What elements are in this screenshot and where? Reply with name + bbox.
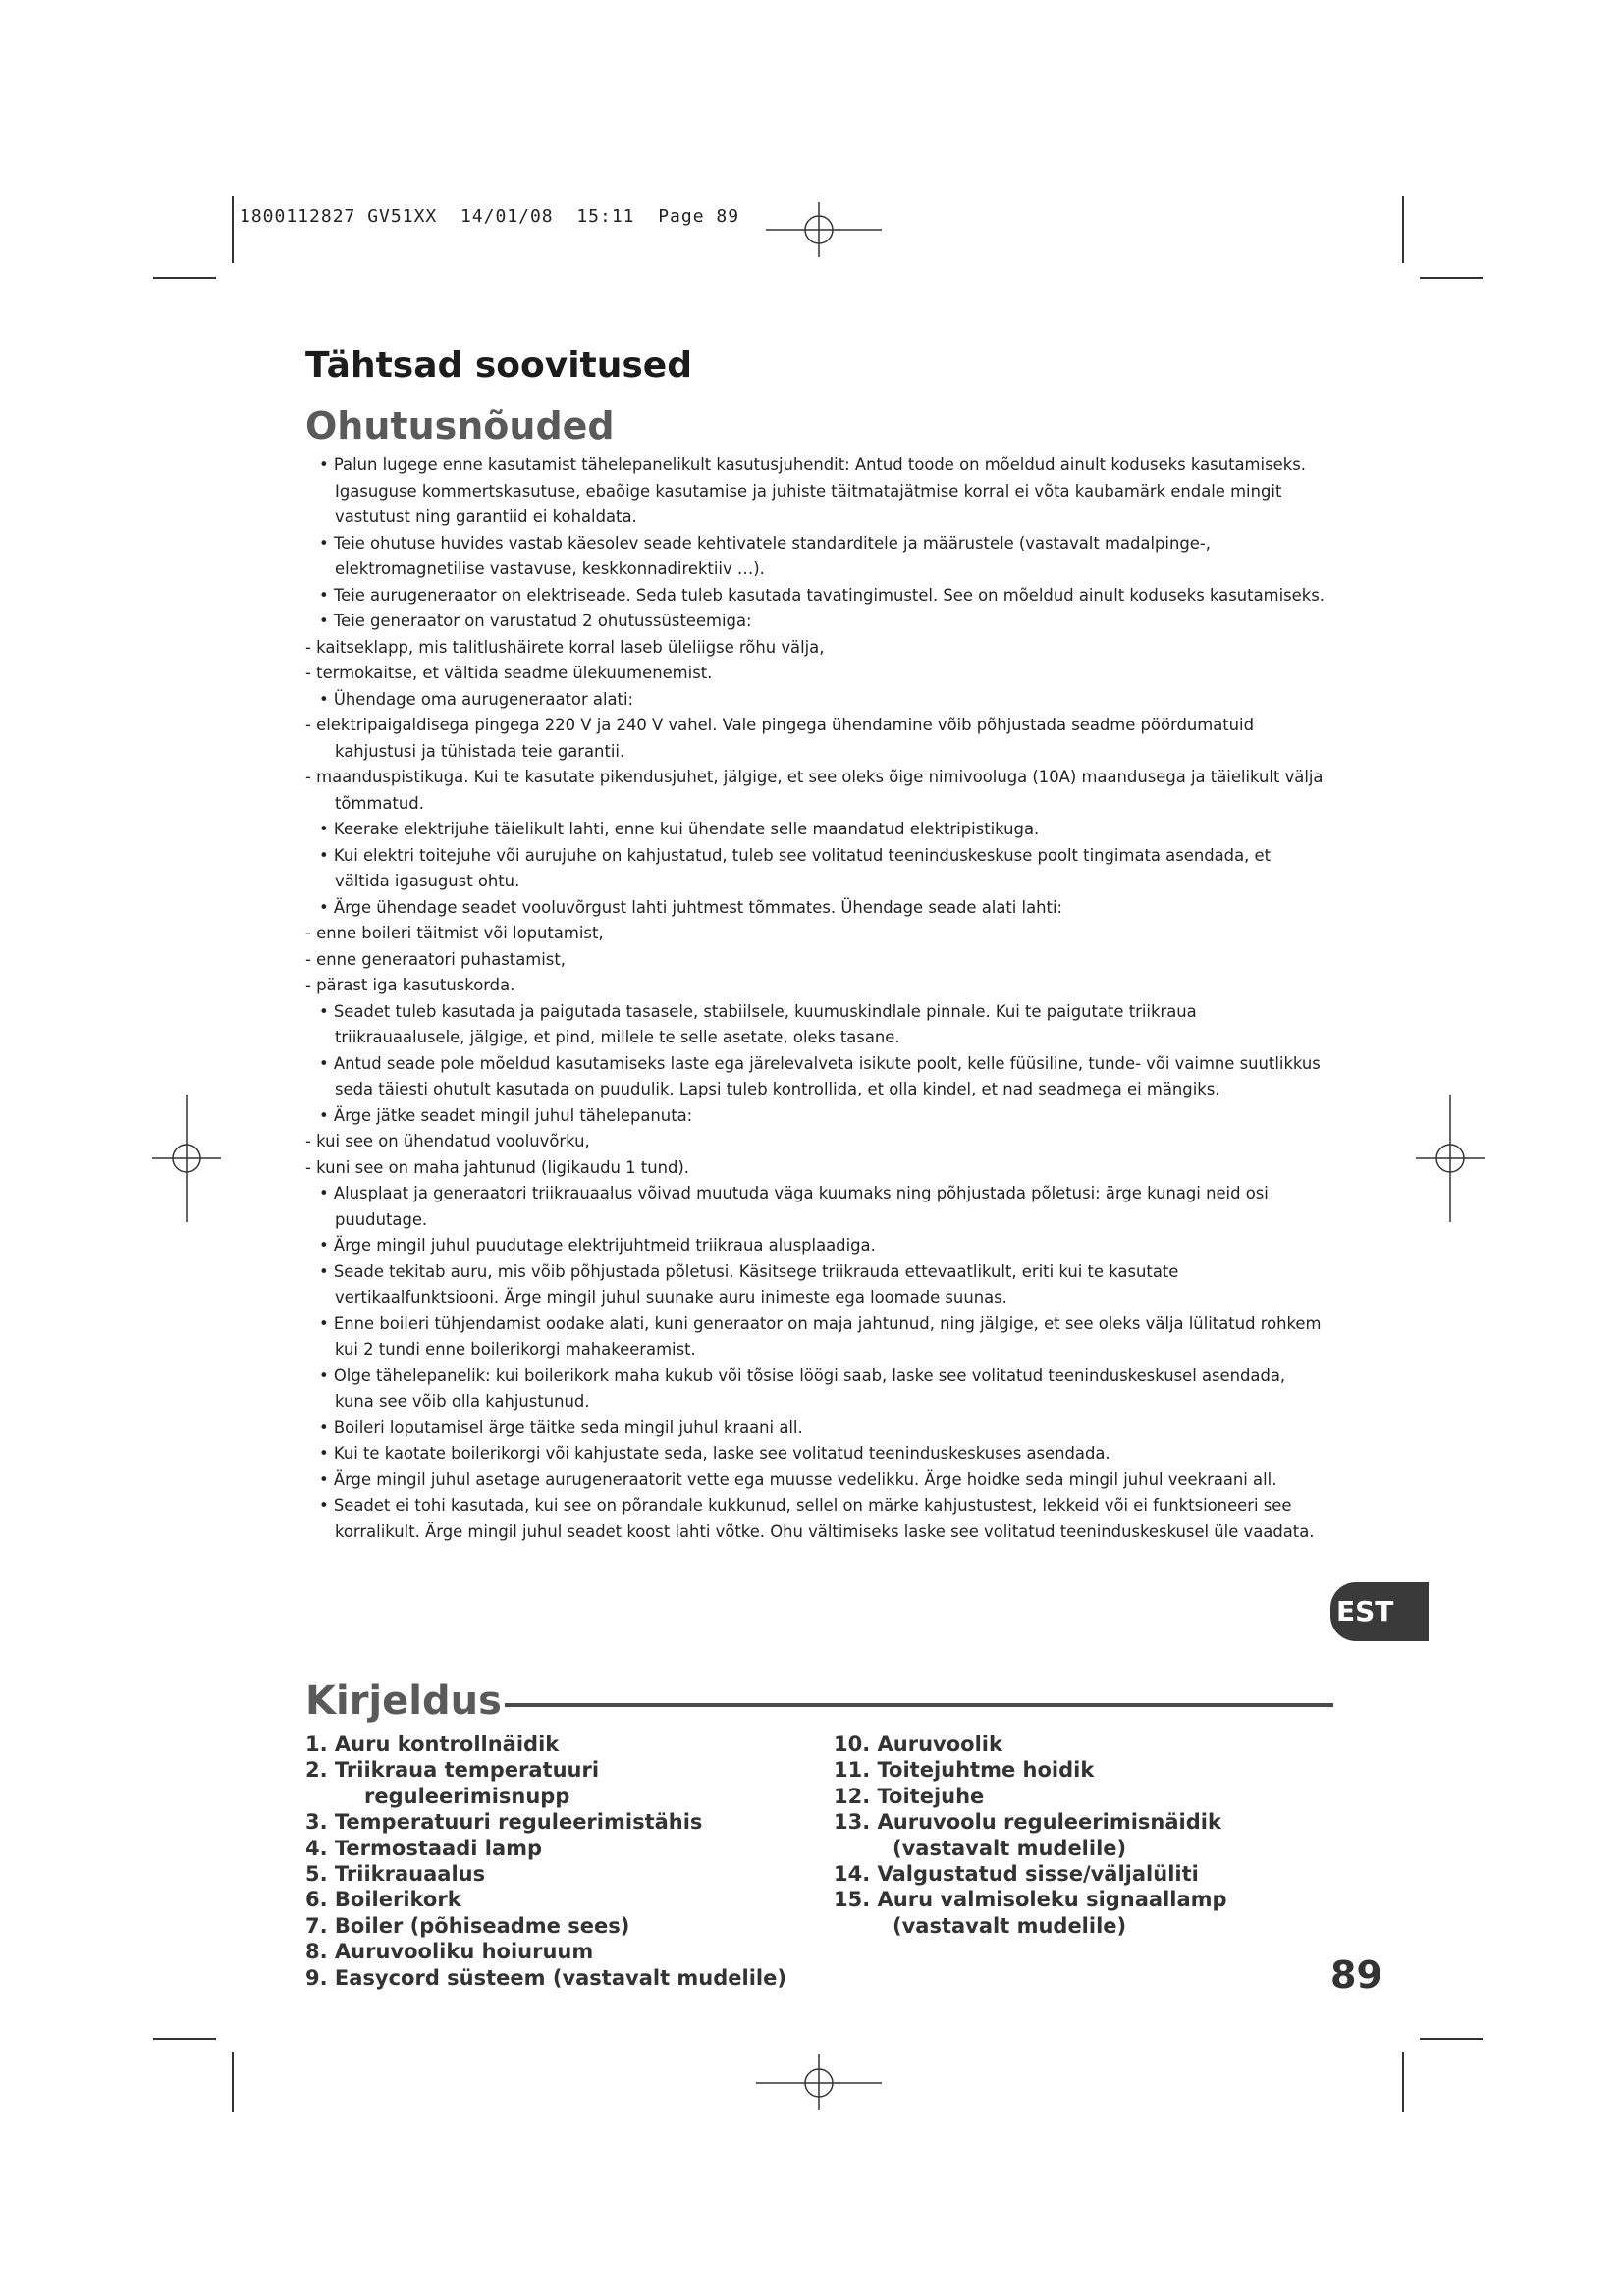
- safety-item-marker: -: [305, 637, 311, 657]
- safety-item-marker: •: [319, 533, 329, 553]
- safety-item: [305, 609, 1326, 635]
- safety-item: [305, 817, 1326, 843]
- description-item: 2. Triikraua temperatuuri reguleerimisnupp: [305, 1758, 600, 1808]
- safety-item-marker: •: [319, 1469, 329, 1489]
- language-tab: EST: [1330, 1582, 1429, 1641]
- description-item: 14. Valgustatud sisse/väljalüliti: [834, 1862, 1199, 1887]
- safety-item-text: elektripaigaldisega pingega 220 V ja 240 V vahel. Vale pingega ühendamine võib põhjustada seadme pöördumatuid kahjustusi ja tühistada teie garantii.: [316, 716, 1255, 761]
- safety-item-text: Ärge mingil juhul puudutage elektrijuhtmeid triikraua alusplaadiga.: [333, 1236, 876, 1255]
- safety-item: [305, 687, 1326, 714]
- safety-item: [305, 947, 1326, 974]
- safety-item: [305, 973, 1326, 999]
- safety-item: [305, 1051, 1326, 1103]
- safety-item: [305, 895, 1326, 922]
- safety-item-marker: •: [319, 820, 329, 838]
- safety-item-text: maanduspistikuga. Kui te kasutate pikendusjuhet, jälgige, et see oleks õige nimivooluga (10A) maandusega ja täielikult välja tõmmatud.: [316, 768, 1324, 813]
- safety-item-text: Kui elektri toitejuhe või aurujuhe on kahjustatud, tuleb see volitatud teeninduskeskuse poolt tingimata asendada, et vältida igasugust ohtu.: [333, 845, 1272, 890]
- safety-item-text: Teie aurugeneraator on elektriseade. Seda tuleb kasutada tavatingimustel. See on mõeldud ainult koduseks kasutamiseks.: [333, 585, 1326, 605]
- safety-item: [305, 921, 1326, 947]
- safety-item-marker: -: [305, 664, 311, 682]
- description-item: 10. Auruvoolik: [834, 1733, 1002, 1756]
- safety-item-text: termokaitse, et vältida seadme ülekuumenemist.: [316, 664, 713, 682]
- safety-item-text: enne boileri täitmist või loputamist,: [316, 924, 604, 942]
- description-item: 5. Triikrauaalus: [305, 1862, 486, 1887]
- print-header-time: 15:11: [576, 206, 635, 227]
- safety-item: [305, 1493, 1326, 1545]
- safety-item-text: Keerake elektrijuhe täielikult lahti, enne kui ühendate selle maandatud elektripistikuga.: [333, 820, 1040, 838]
- safety-item-marker: •: [319, 1105, 329, 1125]
- safety-item: [305, 635, 1326, 662]
- print-header-code: 1800112827: [240, 206, 356, 227]
- safety-item-marker: -: [305, 976, 311, 994]
- print-header: [240, 206, 739, 227]
- safety-item-text: Antud seade pole mõeldud kasutamiseks laste ega järelevalveta isikute poolt, kelle füüsiline, tunde- või vaimne suutlikkus seda täiesti ohutult kasutada on puudulik. Lapsi tuleb kontrollida, et olla kindel, et nad seadmega ei mängiks.: [333, 1053, 1321, 1098]
- safety-item-marker: •: [319, 1053, 329, 1073]
- safety-list: [305, 453, 1326, 1545]
- description-divider: [505, 1703, 1333, 1707]
- safety-item: [305, 1129, 1326, 1155]
- safety-item-text: pärast iga kasutuskorda.: [316, 976, 515, 994]
- safety-item: [305, 1233, 1326, 1259]
- safety-item: [305, 1415, 1326, 1442]
- crop-mark-bottom-right-horizontal: [1420, 2038, 1483, 2040]
- safety-item-text: Seade tekitab auru, mis võib põhjustada põletusi. Käsitsege triikrauda ettevaatlikult, eriti kui te kasutate vertikaalfunktsiooni. Ärge mingil juhul suunake auru inimeste ega loomade suunas.: [333, 1261, 1179, 1307]
- safety-item-text: Enne boileri tühjendamist oodake alati, kuni generaator on maja jahtunud, ning jälgige, et see oleks välja lülitatud rohkem kui 2 tundi enne boilerikorgi mahakeeramist.: [333, 1313, 1322, 1359]
- safety-item-text: Ärge mingil juhul asetage aurugeneraatorit vette ega muusse vedelikku. Ärge hoidke seda mingil juhul veekraani all.: [333, 1469, 1277, 1489]
- safety-item-marker: -: [305, 768, 311, 786]
- safety-item: [305, 713, 1326, 765]
- safety-item-text: Boileri loputamisel ärge täitke seda mingil juhul kraani all.: [333, 1417, 803, 1437]
- description-list-right: [834, 1732, 1344, 1939]
- safety-item-marker: •: [319, 1001, 329, 1021]
- safety-item-marker: -: [305, 924, 311, 942]
- safety-item-marker: •: [319, 1236, 329, 1255]
- safety-heading: Ohutusnõuded: [305, 404, 615, 448]
- safety-item-marker: •: [319, 1184, 329, 1202]
- registration-mark-left: [152, 1095, 221, 1222]
- safety-item-text: kuni see on maha jahtunud (ligikaudu 1 tund).: [316, 1157, 690, 1177]
- safety-item-text: Alusplaat ja generaatori triikrauaalus võivad muutuda väga kuumaks ning põhjustada põletusi: ärge kunagi neid osi puudutage.: [333, 1184, 1269, 1229]
- safety-item-text: Ärge jätke seadet mingil juhul tähelepanuta:: [333, 1105, 693, 1125]
- description-item: 9. Easycord süsteem (vastavalt mudelile): [305, 1965, 786, 1990]
- description-list-left: [305, 1732, 796, 1991]
- description-item: 11. Toitejuhtme hoidik: [834, 1758, 1095, 1783]
- crop-mark-bottom-left-vertical: [232, 2052, 234, 2112]
- safety-item-marker: •: [319, 455, 329, 474]
- safety-item-text: Kui te kaotate boilerikorgi või kahjustate seda, laske see volitatud teeninduskeskuses asendada.: [333, 1444, 1110, 1463]
- safety-item: [305, 843, 1326, 895]
- safety-item: [305, 531, 1326, 583]
- safety-item-marker: •: [319, 689, 329, 709]
- safety-item-marker: •: [319, 1417, 329, 1437]
- registration-mark-right: [1416, 1095, 1485, 1222]
- safety-item: [305, 1259, 1326, 1311]
- description-item: 8. Auruvooliku hoiuruum: [305, 1940, 594, 1964]
- safety-item: [305, 999, 1326, 1051]
- description-item: 6. Boilerikork: [305, 1888, 461, 1912]
- page-number: 89: [1330, 1953, 1382, 1997]
- safety-item-marker: -: [305, 1157, 311, 1177]
- safety-item-marker: •: [319, 1365, 329, 1385]
- safety-item-marker: •: [319, 1313, 329, 1333]
- safety-item-text: Seadet tuleb kasutada ja paigutada tasasele, stabiilsele, kuumuskindlale pinnale. Kui te paigutate triikraua triikrauaalusele, jälgige, et pind, millele te selle asetate, oleks tasane.: [333, 1001, 1197, 1046]
- print-header-page: Page 89: [658, 206, 740, 227]
- safety-item-marker: •: [319, 1496, 329, 1515]
- safety-item-text: Ühendage oma aurugeneraator alati:: [333, 689, 634, 709]
- registration-mark-top: [756, 200, 884, 259]
- safety-item: [305, 583, 1326, 610]
- crop-mark-bottom-right-vertical: [1402, 2052, 1404, 2112]
- crop-mark-top-left-vertical: [232, 196, 234, 263]
- safety-item-text: Palun lugege enne kasutamist tähelepanelikult kasutusjuhendit: Antud toode on mõeldud ainult koduseks kasutamiseks. Igasuguse kommertskasutuse, ebaõige kasutamise ja juhiste täitmatajätmise korral ei võta kaubamärk endale mingit vastutust ning garantiid ei kohaldata.: [333, 455, 1306, 526]
- description-item: 12. Toitejuhe: [834, 1784, 985, 1808]
- safety-item-marker: •: [319, 1261, 329, 1281]
- crop-mark-top-left-horizontal: [153, 277, 216, 279]
- print-header-model: GV51XX: [367, 206, 438, 227]
- safety-item-text: kui see on ühendatud vooluvõrku,: [316, 1132, 590, 1150]
- description-item: 15. Auru valmisoleku signaallamp (vastavalt mudelile): [834, 1888, 1227, 1938]
- description-item: 3. Temperatuuri reguleerimistähis: [305, 1810, 703, 1835]
- safety-item: [305, 453, 1326, 531]
- registration-mark-bottom: [754, 2052, 884, 2112]
- safety-item: [305, 1311, 1326, 1363]
- print-header-date: 14/01/08: [460, 206, 554, 227]
- safety-item-text: Teie ohutuse huvides vastab käesolev seade kehtivatele standarditele ja määrustele (vastavalt madalpinge-, elektromagnetilise vastavuse, keskkonnadirektiiv …).: [333, 533, 1211, 578]
- safety-item: [305, 765, 1326, 817]
- safety-item-marker: -: [305, 949, 311, 969]
- page-title: Tähtsad soovitused: [305, 346, 692, 386]
- safety-item-text: Ärge ühendage seadet vooluvõrgust lahti juhtmest tõmmates. Ühendage seade alati lahti:: [333, 897, 1063, 917]
- safety-item-text: enne generaatori puhastamist,: [316, 949, 566, 969]
- safety-item-text: Seadet ei tohi kasutada, kui see on põrandale kukkunud, sellel on märke kahjustustest, lekkeid või ei funktsioneeri see korralikult. Ärge mingil juhul seadet koost lahti võtke. Ohu vältimiseks laske see volitatud teeninduskeskusel üle vaadata.: [333, 1496, 1315, 1541]
- description-item: 1. Auru kontrollnäidik: [305, 1733, 560, 1756]
- crop-mark-bottom-left-horizontal: [153, 2038, 216, 2040]
- safety-item: [305, 1155, 1326, 1182]
- safety-item-marker: •: [319, 612, 329, 630]
- crop-mark-top-right-horizontal: [1420, 277, 1483, 279]
- crop-mark-top-right-vertical: [1402, 196, 1404, 263]
- safety-item-marker: •: [319, 585, 329, 605]
- safety-item: [305, 661, 1326, 687]
- safety-item: [305, 1441, 1326, 1468]
- description-item: 13. Auruvoolu reguleerimisnäidik (vastavalt mudelile): [834, 1810, 1221, 1860]
- safety-item-marker: •: [319, 845, 329, 865]
- safety-item-text: Olge tähelepanelik: kui boilerikork maha kukub või tõsise löögi saab, laske see volitatud teeninduskeskusel asendada, kuna see võib olla kahjustunud.: [333, 1365, 1286, 1411]
- safety-item: [305, 1181, 1326, 1233]
- safety-item-marker: -: [305, 716, 311, 734]
- safety-item: [305, 1103, 1326, 1130]
- safety-item-marker: -: [305, 1132, 311, 1150]
- description-item: 7. Boiler (põhiseadme sees): [305, 1913, 630, 1938]
- description-item: 4. Termostaadi lamp: [305, 1836, 543, 1860]
- safety-item: [305, 1363, 1326, 1415]
- safety-item-text: Teie generaator on varustatud 2 ohutussüsteemiga:: [333, 612, 752, 630]
- safety-item: [305, 1468, 1326, 1494]
- safety-item-marker: •: [319, 897, 329, 917]
- description-heading: Kirjeldus: [305, 1679, 502, 1724]
- safety-item-marker: •: [319, 1444, 329, 1463]
- safety-item-text: kaitseklapp, mis talitlushäirete korral laseb üleliigse rõhu välja,: [316, 637, 825, 657]
